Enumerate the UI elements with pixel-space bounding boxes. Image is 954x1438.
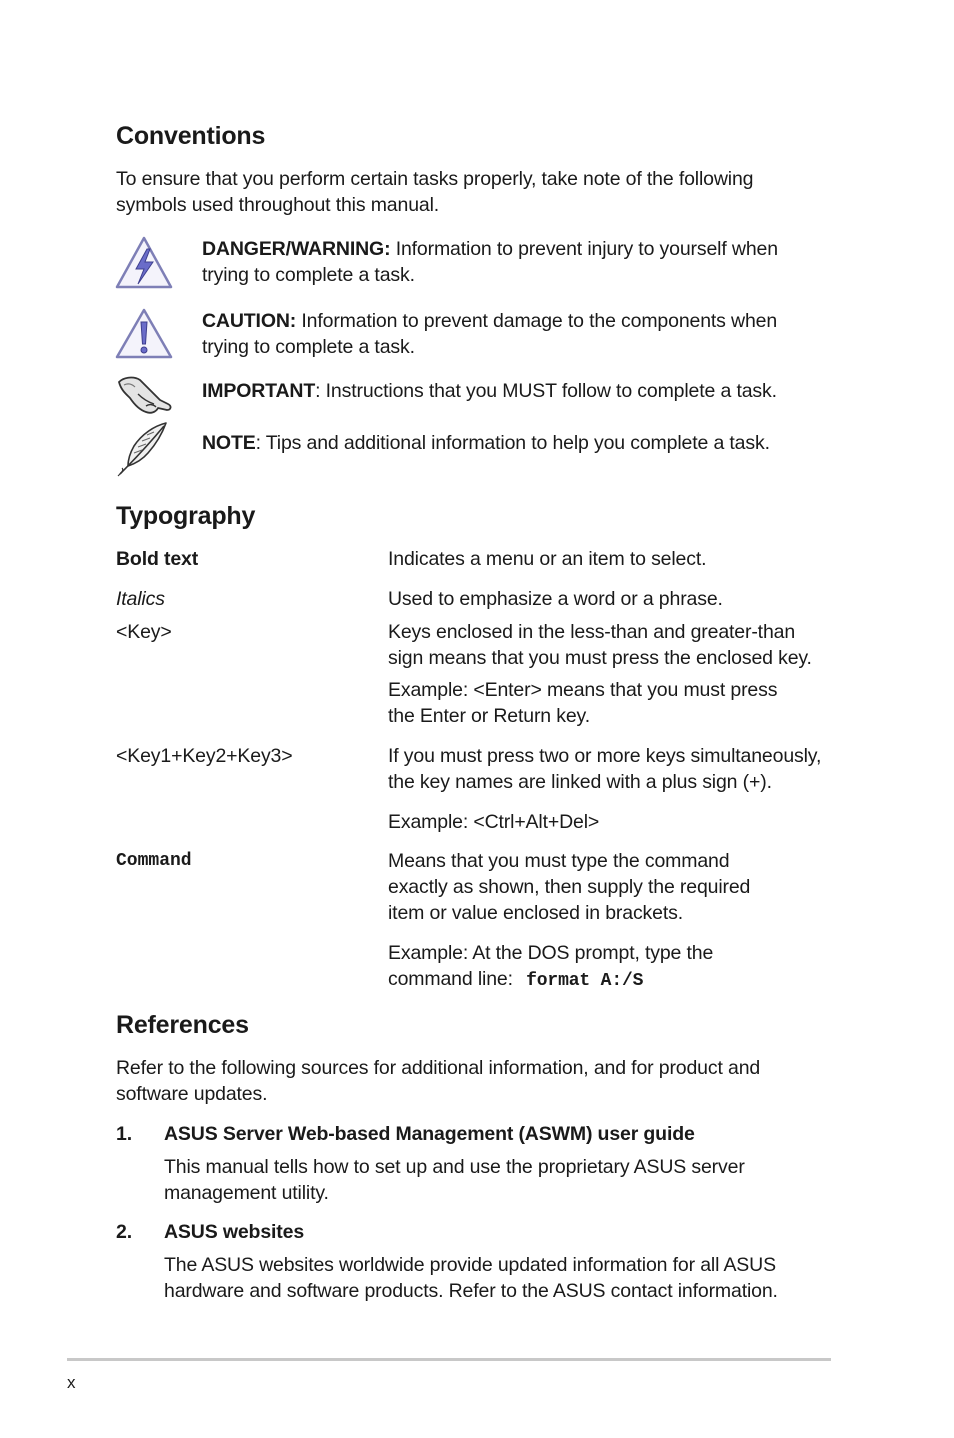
desc-italics: Used to emphasize a word or a phrase.: [388, 588, 723, 610]
lightning-warning-icon: [114, 235, 174, 291]
command-code: format A:/S: [526, 971, 644, 991]
reference-title: ASUS Server Web-based Management (ASWM) user guide: [164, 1123, 695, 1145]
conventions-intro: To ensure that you perform certain tasks properly, take note of the following symbols used throughout this manual.: [116, 168, 754, 216]
desc-bold-text: Indicates a menu or an item to select.: [388, 548, 707, 570]
conventions-heading: Conventions: [116, 122, 266, 150]
term-key: <Key>: [116, 621, 172, 643]
term-italics: Italics: [116, 588, 165, 610]
example-key-combo: Example: <Ctrl+Alt+Del>: [388, 811, 600, 833]
page-number: x: [67, 1373, 76, 1392]
example-command: Example: At the DOS prompt, type the command line: format A:/S: [388, 942, 714, 991]
caution-note: CAUTION: Information to prevent damage to the components when trying to complete a task.: [202, 310, 778, 358]
example-key: Example: <Enter> means that you must press the Enter or Return key.: [388, 679, 778, 727]
references-intro: Refer to the following sources for additional information, and for product and software updates.: [116, 1057, 761, 1105]
desc-command: Means that you must type the command exactly as shown, then supply the required item or value enclosed in brackets.: [388, 850, 751, 924]
note-note: NOTE: Tips and additional information to help you complete a task.: [202, 432, 770, 454]
reference-body: The ASUS websites worldwide provide updated information for all ASUS hardware and software products. Refer to the ASUS contact information.: [164, 1254, 778, 1302]
references-heading: References: [116, 1011, 249, 1039]
reference-number: 1.: [116, 1123, 132, 1145]
feather-quill-icon: [114, 420, 172, 478]
reference-body: This manual tells how to set up and use the proprietary ASUS server management utility.: [164, 1156, 745, 1204]
footer-divider: [67, 1358, 831, 1361]
pointing-hand-icon: [116, 374, 174, 416]
term-key-combo: <Key1+Key2+Key3>: [116, 745, 293, 767]
desc-key: Keys enclosed in the less-than and greater-than sign means that you must press the enclosed key.: [388, 621, 812, 669]
term-command: Command: [116, 851, 192, 871]
danger-warning-note: DANGER/WARNING: Information to prevent injury to yourself when trying to complete a task.: [202, 238, 778, 286]
desc-key-combo: If you must press two or more keys simultaneously, the key names are linked with a plus sign (+).: [388, 745, 822, 793]
important-note: IMPORTANT: Instructions that you MUST follow to complete a task.: [202, 380, 777, 402]
term-bold-text: Bold text: [116, 548, 199, 570]
exclamation-caution-icon: [114, 307, 174, 362]
typography-heading: Typography: [116, 502, 256, 530]
reference-title: ASUS websites: [164, 1221, 305, 1243]
reference-number: 2.: [116, 1221, 132, 1243]
